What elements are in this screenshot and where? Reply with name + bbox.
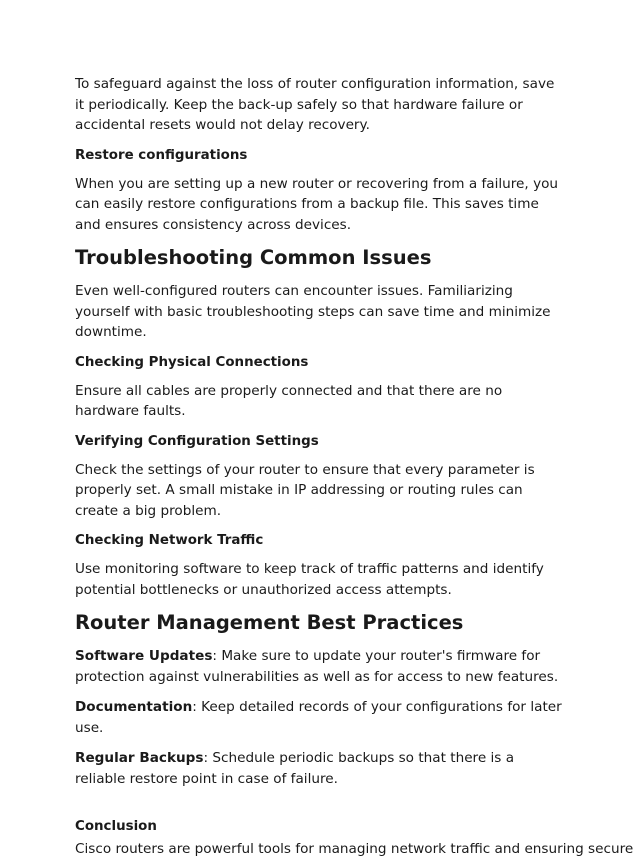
document-page (75, 74, 634, 860)
best-practice-item (75, 748, 565, 789)
conclusion-heading: Conclusion (75, 819, 157, 834)
restore-configurations-paragraph: When you are setting up a new router or recovering from a failure, you can easily restore configurations from a backup file. This saves time and ensures consistency across devices. (75, 175, 559, 233)
conclusion-paragraph: Cisco routers are powerful tools for managing network traffic and ensuring secure (75, 841, 634, 857)
intro-paragraph: To safeguard against the loss of router configuration information, save it periodically. Keep the back-up safely so that hardware failure or accidental resets would not delay recovery. (75, 76, 555, 133)
best-practice-term: Documentation (75, 699, 193, 715)
best-practice-term: Software Updates (75, 648, 213, 664)
configuration-settings-paragraph: Check the settings of your router to ensure that every parameter is properly set. A small mistake in IP addressing or routing rules can create a big problem. (75, 461, 535, 519)
best-practices-heading: Router Management Best Practices (75, 611, 464, 634)
best-practice-term: Regular Backups (75, 750, 204, 766)
restore-configurations-heading: Restore configurations (75, 147, 248, 163)
best-practice-text: : Schedule periodic backups so that there is a reliable restore point in case of failure. (75, 750, 515, 787)
troubleshooting-heading: Troubleshooting Common Issues (75, 246, 432, 269)
network-traffic-heading: Checking Network Traffic (75, 533, 264, 548)
best-practice-item (75, 697, 565, 738)
best-practice-text: : Keep detailed records of your configurations for later use. (75, 699, 562, 736)
network-traffic-paragraph: Use monitoring software to keep track of traffic patterns and identify potential bottlenecks or unauthorized access attempts. (75, 561, 544, 598)
physical-connections-heading: Checking Physical Connections (75, 354, 309, 370)
configuration-settings-heading: Verifying Configuration Settings (75, 433, 319, 449)
best-practice-text: : Make sure to update your router's firmware for protection against vulnerabilities as well as for access to new features. (75, 648, 559, 685)
physical-connections-paragraph: Ensure all cables are properly connected and that there are no hardware faults. (75, 382, 503, 419)
best-practice-item (75, 646, 565, 687)
troubleshooting-intro: Even well-configured routers can encounter issues. Familiarizing yourself with basic troubleshooting steps can save time and minimize downtime. (75, 283, 551, 340)
